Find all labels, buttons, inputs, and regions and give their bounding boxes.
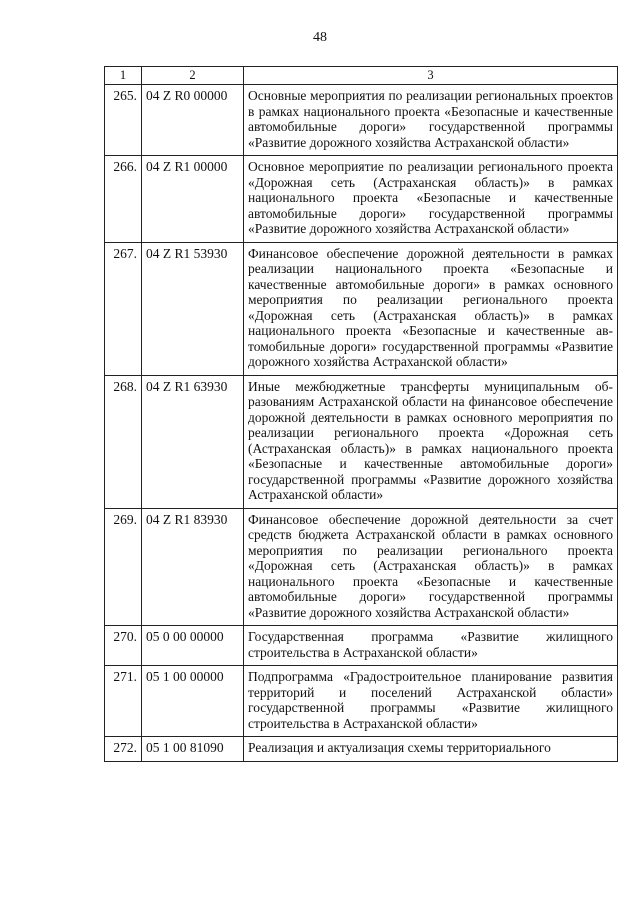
row-number: 270.	[105, 626, 142, 666]
column-header-code: 2	[142, 67, 244, 85]
row-number: 266.	[105, 156, 142, 243]
row-description: Финансовое обеспечение дорожной деятельности за счет средств бюджета Астраханской области в рамках основного мероприятия по реализации регионального проекта «Дорожная сеть (Астраханская область)» в рамках национального проекта «Безопасные и качественные автомобильные дороги» государственной программы «Развитие дорожного хозяйства Астраханской области»	[244, 508, 618, 626]
table-row	[105, 156, 618, 243]
classification-table	[104, 66, 618, 762]
row-code: 04 Z R1 00000	[142, 156, 244, 243]
row-code: 05 1 00 81090	[142, 737, 244, 762]
row-code: 04 Z R1 83930	[142, 508, 244, 626]
table-row	[105, 737, 618, 762]
table-row	[105, 626, 618, 666]
row-description: Подпрограмма «Градостроительное планирование развития территорий и поселений Астраханской области» государственной программы «Развитие жилищного строительства в Астраханской области»	[244, 666, 618, 737]
table-header-row	[105, 67, 618, 85]
row-number: 265.	[105, 85, 142, 156]
table-row	[105, 242, 618, 375]
row-description: Основные мероприятия по реализации региональных проектов в рамках национального проекта «Безопасные и качественные автомобильные дороги» государственной программы «Развитие дорожного хозяйства Астраханской области»	[244, 85, 618, 156]
row-code: 04 Z R1 53930	[142, 242, 244, 375]
row-description: Финансовое обеспечение дорожной деятельности в рамках реализации национального проекта «Безопасные и качественные автомобильные дороги» в рамках основного мероприятия по реализации регионального проекта «Дорожная сеть (Астраханская область)» в рамках национального проекта «Безопасные и качественные автомобильные дороги» государственной программы «Развитие дорожного хозяйства Астраханской области»	[244, 242, 618, 375]
row-number: 272.	[105, 737, 142, 762]
row-number: 271.	[105, 666, 142, 737]
table-row	[105, 85, 618, 156]
row-code: 04 Z R1 63930	[142, 375, 244, 508]
row-number: 267.	[105, 242, 142, 375]
table-row	[105, 508, 618, 626]
page-number: 48	[313, 30, 327, 45]
row-code: 05 1 00 00000	[142, 666, 244, 737]
table-row	[105, 375, 618, 508]
column-header-number: 1	[105, 67, 142, 85]
row-description: Основное мероприятие по реализации регионального проекта «Дорожная сеть (Астраханская область)» в рамках национального проекта «Безопасные и качественные автомобильные дороги» государственной программы «Развитие дорожного хозяйства Астраханской области»	[244, 156, 618, 243]
table-row	[105, 666, 618, 737]
row-description: Государственная программа «Развитие жилищного строительства в Астраханской области»	[244, 626, 618, 666]
column-header-description: 3	[244, 67, 618, 85]
row-number: 269.	[105, 508, 142, 626]
row-description: Реализация и актуализация схемы территориального	[244, 737, 618, 762]
row-number: 268.	[105, 375, 142, 508]
row-code: 05 0 00 00000	[142, 626, 244, 666]
row-code: 04 Z R0 00000	[142, 85, 244, 156]
row-description: Иные межбюджетные трансферты муниципальным образованиям Астраханской области на финансовое обеспечение дорожной деятельности в рамках основного мероприятия по реализации регионального проекта «Дорожная сеть (Астраханская область)» в рамках национального проекта «Безопасные и качественные автомобильные дороги» государственной программы «Развитие дорожного хозяйства Астраханской области»	[244, 375, 618, 508]
